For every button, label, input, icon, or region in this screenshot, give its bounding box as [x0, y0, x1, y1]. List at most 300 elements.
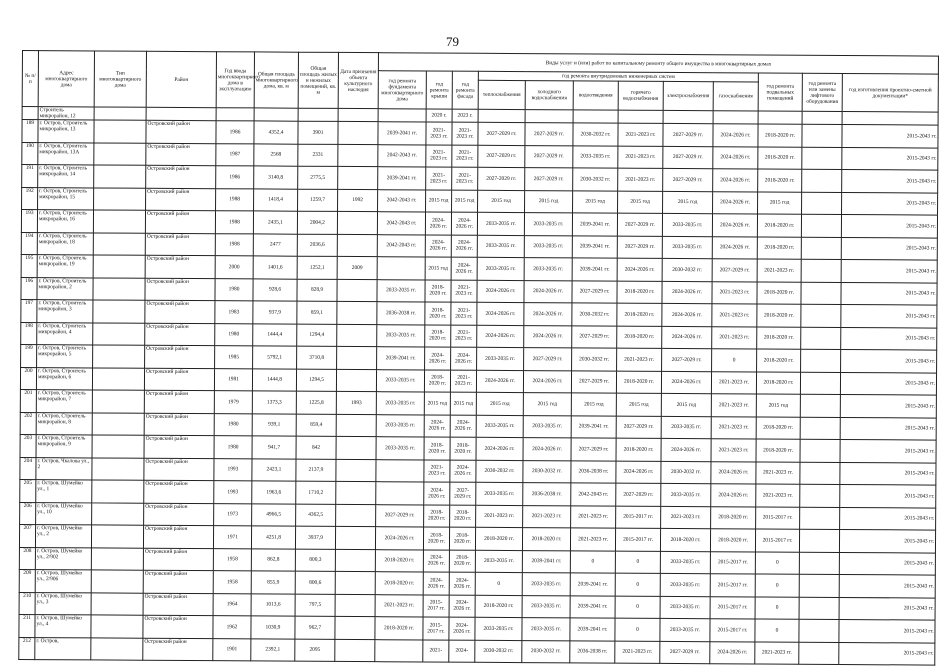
cell-foundation: 2024-2026 гг.: [375, 527, 423, 550]
cell-address: г. Остров, Строитель микрорайон, 7: [36, 390, 92, 413]
cell-year: 1958: [213, 571, 251, 594]
cell-type: [92, 435, 144, 458]
cell-cold-water: 2015 год: [525, 190, 573, 213]
cell-basement: 2021-2023 гг.: [755, 641, 799, 664]
cell-year: 1901: [213, 638, 251, 661]
cell-address: г. Остров, Строитель микрорайон, 18: [37, 232, 93, 255]
cell-type: [94, 107, 146, 120]
cell-hot-water: 2018-2020 гг.: [617, 326, 662, 349]
cell-heating: 2015 год: [476, 392, 523, 415]
cell-facade: 2021-2023 гг.: [451, 280, 477, 303]
cell-total-area: 939,1: [252, 413, 296, 436]
cell-num: 203: [20, 434, 36, 457]
cell-facade: 2024-2026 гг.: [449, 572, 475, 595]
cell-district: Островский район: [144, 480, 214, 503]
cell-facade: 2024-2026 гг.: [451, 212, 477, 235]
cell-foundation: 2033-2035 гг.: [376, 414, 424, 437]
cell-address: г. Остров, Строитель микрорайон, 13А: [38, 142, 94, 165]
cell-gas: 2024-2026 гг.: [713, 124, 758, 147]
header-basement: год ремонта подвальных помещений: [758, 73, 802, 111]
header-num: № п/п: [22, 51, 38, 107]
cell-estimate: 2015-2043 гг.: [840, 395, 936, 418]
cell-estimate: 2015-2043 гг.: [841, 350, 937, 373]
cell-total-area: 941,7: [252, 436, 296, 459]
cell-electric: 2033-2035 гг.: [660, 573, 710, 596]
cell-living-area: 2775,5: [298, 166, 338, 189]
cell-living-area: 1294,4: [297, 324, 337, 347]
cell-foundation: 2033-2035 гг.: [376, 369, 424, 392]
cell-num: 197: [21, 299, 37, 322]
cell-gas: 2018-2020 гг.: [710, 529, 755, 552]
cell-heating: 2015 год: [478, 190, 525, 213]
cell-basement: 2018-2020 гг.: [757, 214, 801, 237]
cell-sewer: 2042-2043 гг.: [571, 483, 616, 506]
cell-foundation: [377, 257, 425, 280]
cell-heritage: [336, 481, 376, 504]
cell-heating: [478, 109, 525, 122]
cell-facade: 2024-2026 гг.: [449, 617, 475, 640]
cell-sewer: 2021-2023 гг.: [571, 505, 616, 528]
cell-num: 195: [21, 254, 37, 277]
cell-foundation: 2033-2035 гг.: [377, 324, 425, 347]
cell-heritage: [336, 436, 376, 459]
cell-elevator: [800, 439, 840, 462]
cell-district: Островский район: [144, 503, 214, 526]
cell-facade: 2021-2023 гг.: [452, 145, 478, 168]
cell-num: 202: [20, 412, 36, 435]
cell-gas: 2015-2017 гг.: [710, 619, 755, 642]
header-services-group: Виды услуг и (или) работ по капитальному ремонту общего имущества в многоквартирных домах: [378, 53, 938, 74]
cell-total-area: 2423,1: [252, 458, 296, 481]
cell-district: Островский район: [146, 143, 216, 166]
cell-elevator: [799, 574, 839, 597]
cell-foundation: 2039-2041 гг.: [378, 167, 426, 190]
cell-type: [91, 547, 143, 570]
cell-elevator: [799, 552, 839, 575]
cell-roof: 2015-2017 гг.: [423, 594, 449, 617]
cell-address: г. Остров, Строитель микрорайон, 8: [36, 412, 92, 435]
cell-total-area: 4352,4: [254, 121, 298, 144]
cell-heating: 2033-2035 гг.: [476, 415, 523, 438]
cell-district: Островский район: [145, 278, 215, 301]
cell-sewer: 2027-2029 гг.: [572, 325, 617, 348]
cell-year: 1986: [216, 166, 254, 189]
cell-heritage: [337, 234, 377, 257]
cell-heritage: [338, 121, 378, 144]
header-roof: год ремонта крыши: [426, 71, 452, 109]
cell-district: Островский район: [145, 210, 215, 233]
cell-year: 1979: [214, 391, 252, 414]
cell-roof: 2021-2023 гг.: [424, 459, 450, 482]
cell-district: Островский район: [145, 345, 215, 368]
cell-district: Островский район: [143, 570, 213, 593]
cell-year: 1980: [214, 413, 252, 436]
table-body: [19, 107, 939, 666]
cell-cold-water: 2039-2041 гг.: [522, 550, 570, 573]
header-estimate: год изготовления проектно-сметной документации*: [842, 74, 938, 113]
cell-elevator: [801, 237, 841, 260]
cell-cold-water: 2027-2029 гг.: [524, 348, 572, 371]
cell-elevator: [801, 282, 841, 305]
cell-num: 194: [21, 232, 37, 255]
cell-total-area: [254, 108, 298, 121]
cell-district: Островский район: [144, 458, 214, 481]
cell-foundation: [378, 109, 426, 122]
cell-elevator: [800, 394, 840, 417]
cell-electric: 2024-2026 гг.: [662, 326, 712, 349]
cell-estimate: 2015-2043 гг.: [839, 575, 935, 598]
cell-living-area: 1252,1: [297, 256, 337, 279]
cell-roof: 2024-2026 гг.: [424, 482, 450, 505]
cell-living-area: 3901: [298, 121, 338, 144]
cell-elevator: [799, 597, 839, 620]
cell-total-area: 928,6: [253, 278, 297, 301]
cell-roof: 2015 год: [425, 257, 451, 280]
cell-foundation: 2039-2041 гг.: [377, 347, 425, 370]
cell-gas: 2024-2026 гг.: [713, 146, 758, 169]
cell-facade: 2015 год: [450, 392, 476, 415]
cell-roof: 2018-2020 гг.: [425, 324, 451, 347]
cell-heating: 2021-2023 гг.: [476, 505, 523, 528]
cell-hot-water: 2027-2029 гг.: [616, 416, 661, 439]
cell-facade: 2024-: [449, 640, 475, 663]
cell-foundation: 2027-2029 гг.: [376, 504, 424, 527]
cell-electric: 2015 год: [663, 191, 713, 214]
cell-estimate: [842, 112, 938, 126]
cell-gas: 2024-2026 гг.: [711, 484, 756, 507]
cell-gas: 2021-2023 гг.: [711, 439, 756, 462]
cell-roof: 2020 г.: [426, 109, 452, 122]
cell-num: 208: [19, 547, 35, 570]
cell-gas: 2024-2026 гг.: [713, 191, 758, 214]
cell-hot-water: 2021-2023 гг.: [618, 168, 663, 191]
cell-total-area: 4251,8: [251, 526, 295, 549]
cell-year: 1980: [215, 323, 253, 346]
cell-year: 1993: [214, 458, 252, 481]
cell-address: г. Остров, Строитель микрорайон, 9: [36, 435, 92, 458]
cell-basement: 2018-2020 гг.: [757, 326, 801, 349]
cell-foundation: 2042-2043 гг.: [378, 189, 426, 212]
page-number: 79: [446, 34, 459, 49]
cell-cold-water: 2030-2032 гг.: [522, 640, 570, 663]
cell-year: 1971: [213, 526, 251, 549]
cell-total-area: 2435,1: [253, 211, 297, 234]
cell-cold-water: 2033-2035 гг.: [524, 258, 572, 281]
cell-heritage: [336, 414, 376, 437]
cell-facade: 2021-2023 гг.: [452, 167, 478, 190]
cell-heritage: [335, 594, 375, 617]
cell-basement: 2021-2023 гг.: [756, 484, 800, 507]
cell-cold-water: 2033-2035 гг.: [523, 415, 571, 438]
cell-heritage: [337, 301, 377, 324]
cell-num: 193: [21, 210, 37, 233]
cell-electric: 2024-2026 гг.: [662, 281, 712, 304]
cell-foundation: 2033-2035 гг.: [377, 279, 425, 302]
cell-heating: 2033-2035 гг.: [477, 257, 524, 280]
cell-sewer: 2015 год: [573, 190, 618, 213]
cell-estimate: 2015-2043 гг.: [842, 170, 938, 193]
cell-total-area: 1444,4: [253, 323, 297, 346]
cell-facade: 2023 г.: [452, 109, 478, 122]
cell-estimate: 2015-2043 гг.: [841, 305, 937, 328]
cell-basement: 2015-2017 гг.: [755, 529, 799, 552]
cell-num: 198: [21, 322, 37, 345]
cell-gas: 2021-2023 гг.: [711, 416, 756, 439]
header-address: Адрес многоквартирного дома: [38, 51, 94, 107]
cell-sewer: 2039-2041 гг.: [572, 258, 617, 281]
cell-gas: 2024-2026 гг.: [711, 461, 756, 484]
cell-type: [93, 277, 145, 300]
cell-num: 205: [20, 479, 36, 502]
cell-total-area: 1963,6: [252, 481, 296, 504]
cell-type: [91, 525, 143, 548]
cell-address: г. Остров, Шумейко ул., 4: [35, 615, 91, 638]
cell-heritage: [337, 279, 377, 302]
cell-roof: 2018-2020 гг.: [424, 504, 450, 527]
cell-basement: 2018-2020 гг.: [756, 416, 800, 439]
cell-heating: 2024-2026 гг.: [477, 325, 524, 348]
cell-heating: 2030-2032 гг.: [475, 640, 522, 663]
cell-type: [93, 345, 145, 368]
cell-estimate: 2015-2043 гг.: [840, 372, 936, 395]
cell-heating: 2033-2035 гг.: [477, 235, 524, 258]
cell-address: г. Остров, Строитель микрорайон, 14: [38, 165, 94, 188]
cell-hot-water: 2027-2029 гг.: [617, 236, 662, 259]
cell-address: г. Остров, Шумейко ул., 2/902: [35, 547, 91, 570]
cell-cold-water: 2021-2023 гг.: [523, 505, 571, 528]
cell-heritage: 1993: [336, 391, 376, 414]
cell-elevator: [799, 642, 839, 665]
cell-hot-water: 2021-2023 гг.: [615, 641, 660, 664]
cell-type: [93, 232, 145, 255]
cell-year: 1964: [213, 593, 251, 616]
cell-type: [94, 187, 146, 210]
cell-sewer: 2039-2041 гг.: [570, 618, 615, 641]
cell-basement: 2018-2020 гг.: [757, 236, 801, 259]
cell-electric: 2018-2020 гг.: [660, 528, 710, 551]
cell-district: Островский район: [144, 413, 214, 436]
cell-estimate: 2015-2043 гг.: [842, 125, 938, 148]
cell-foundation: [376, 482, 424, 505]
cell-foundation: 2033-2035 гг.: [376, 437, 424, 460]
cell-heating: 2033-2035 гг.: [475, 550, 522, 573]
cell-sewer: 2036-2038 гг.: [571, 460, 616, 483]
cell-year: 1986: [216, 121, 254, 144]
cell-foundation: 2039-2041 гг.: [378, 122, 426, 145]
cell-basement: 2015 год: [758, 191, 802, 214]
cell-roof: 2018-2020 гг.: [425, 302, 451, 325]
cell-heating: 2024-2026 гг.: [476, 437, 523, 460]
cell-cold-water: 2018-2020 гг.: [522, 528, 570, 551]
cell-cold-water: 2033-2035 гг.: [522, 618, 570, 641]
cell-hot-water: 2015 год: [618, 191, 663, 214]
cell-num: 196: [21, 277, 37, 300]
cell-living-area: 1225,8: [296, 391, 336, 414]
cell-sewer: 2027-2029 гг.: [571, 438, 616, 461]
header-facade: год ремонта фасада: [452, 71, 478, 109]
cell-year: [216, 108, 254, 121]
cell-type: [92, 480, 144, 503]
cell-address: г. Остров, Шумейко ул., 2/906: [35, 570, 91, 593]
cell-year: 1973: [214, 503, 252, 526]
cell-basement: 0: [755, 551, 799, 574]
cell-living-area: 2331: [298, 144, 338, 167]
cell-district: Островский район: [144, 368, 214, 391]
header-total-area: Общая площадь многоквартирного дома, кв. м: [254, 52, 298, 108]
cell-hot-water: 2018-2020 гг.: [616, 438, 661, 461]
cell-estimate: 2015-2043 гг.: [841, 237, 937, 260]
cell-type: [92, 367, 144, 390]
cell-foundation: [376, 459, 424, 482]
cell-sewer: 2030-2032 гг.: [573, 168, 618, 191]
cell-hot-water: 2018-2020 гг.: [617, 303, 662, 326]
header-electric: электроснабжения: [663, 81, 713, 110]
cell-living-area: 2137,9: [296, 459, 336, 482]
cell-foundation: 2036-2038 гг.: [377, 302, 425, 325]
cell-type: [94, 165, 146, 188]
cell-heating: 2024-2026 гг.: [476, 370, 523, 393]
header-elevator: год ремонта или замены лифтового оборудования: [802, 73, 842, 111]
cell-district: Островский район: [144, 435, 214, 458]
cell-type: [91, 570, 143, 593]
cell-heating: 2027-2029 гг.: [478, 122, 525, 145]
cell-heritage: [338, 144, 378, 167]
cell-gas: 2024-2026 гг.: [712, 236, 757, 259]
cell-sewer: 2030-2032 гг.: [573, 123, 618, 146]
cell-cold-water: 2036-2038 гг.: [523, 483, 571, 506]
cell-address: г. Остров, Шумейко ул., 3: [35, 592, 91, 615]
cell-num: 206: [20, 502, 36, 525]
cell-basement: 2015-2017 гг.: [756, 506, 800, 529]
cell-living-area: 859,1: [297, 301, 337, 324]
cell-elevator: [801, 259, 841, 282]
cell-basement: 2018-2020 гг.: [758, 169, 802, 192]
cell-roof: 2018-2020 гг.: [423, 527, 449, 550]
cell-heritage: 2009: [337, 256, 377, 279]
header-living-area: Общая площадь жилых и нежилых помещений, кв. м: [298, 52, 338, 108]
cell-roof: 2021-: [423, 639, 449, 662]
cell-num: 189: [22, 120, 38, 143]
cell-gas: 2015-2017 гг.: [710, 596, 755, 619]
cell-basement: [758, 111, 802, 124]
cell-living-area: 859,4: [296, 414, 336, 437]
cell-gas: 2021-2023 гг.: [712, 304, 757, 327]
cell-hot-water: 2027-2029 гг.: [617, 213, 662, 236]
cell-elevator: [801, 214, 841, 237]
cell-heritage: [335, 639, 375, 662]
cell-total-area: 2392,1: [251, 638, 295, 661]
cell-sewer: 2039-2041 гг.: [572, 213, 617, 236]
cell-address: г. Остров,: [35, 637, 91, 660]
cell-hot-water: 2024-2026 гг.: [617, 258, 662, 281]
cell-electric: 2027-2029 гг.: [663, 168, 713, 191]
cell-year: 1985: [215, 346, 253, 369]
cell-living-area: 797,5: [295, 594, 335, 617]
cell-electric: 2021-2023 гг.: [661, 506, 711, 529]
cell-heating: 2033-2035 гг.: [477, 212, 524, 235]
cell-roof: 2024-2026 гг.: [425, 234, 451, 257]
cell-facade: 2018-2020 гг.: [450, 505, 476, 528]
cell-cold-water: 2033-2035 гг.: [524, 235, 572, 258]
cell-total-area: 1013,6: [251, 593, 295, 616]
cell-facade: 2018-2020 гг.: [449, 550, 475, 573]
cell-year: 1993: [214, 481, 252, 504]
cell-foundation: 2018-2020 гг.: [375, 549, 423, 572]
cell-roof: 2015 год: [426, 189, 452, 212]
cell-type: [93, 322, 145, 345]
cell-type: [91, 615, 143, 638]
cell-type: [92, 412, 144, 435]
cell-gas: 0: [712, 349, 757, 372]
cell-heating: 0: [475, 572, 522, 595]
cell-address: г. Остров, Строитель микрорайон, 5: [37, 345, 93, 368]
cell-gas: 2018-2020 гг.: [711, 506, 756, 529]
cell-hot-water: 2021-2023 гг.: [618, 146, 663, 169]
cell-roof: 2024-2026 гг.: [424, 414, 450, 437]
cell-facade: 2021-2023 гг.: [450, 370, 476, 393]
cell-electric: 2033-2035 гг.: [660, 551, 710, 574]
cell-foundation: 2042-2043 гг.: [377, 212, 425, 235]
cell-type: [92, 502, 144, 525]
cell-estimate: 2015-2043 гг.: [840, 417, 936, 440]
cell-electric: 2024-2026 гг.: [661, 371, 711, 394]
cell-year: 1987: [216, 143, 254, 166]
cell-hot-water: 2015 год: [616, 393, 661, 416]
cell-sewer: 2015 год: [571, 393, 616, 416]
cell-living-area: [298, 108, 338, 121]
cell-gas: 2024-2026 гг.: [712, 214, 757, 237]
header-gas: газоснабжения: [713, 82, 758, 111]
cell-num: 192: [22, 187, 38, 210]
cell-heating: 2027-2029 гг.: [478, 145, 525, 168]
cell-electric: 2027-2029 гг.: [663, 123, 713, 146]
cell-address: г. Остров, Строитель микрорайон, 4: [37, 322, 93, 345]
cell-sewer: 2030-2032 гг.: [572, 348, 617, 371]
cell-district: Островский район: [146, 165, 216, 188]
cell-electric: 2030-2032 гг.: [662, 258, 712, 281]
cell-elevator: [802, 124, 842, 147]
header-year-commission: Год ввода многоквартирного дома в эксплуатацию: [216, 52, 254, 108]
cell-sewer: 2027-2029 гг.: [572, 280, 617, 303]
cell-estimate: 2015-2043 гг.: [841, 260, 937, 283]
cell-elevator: [801, 304, 841, 327]
cell-living-area: 2095: [295, 639, 335, 662]
cell-heritage: 1992: [338, 189, 378, 212]
cell-foundation: 2018-2020 гг.: [375, 572, 423, 595]
cell-hot-water: 2018-2020 гг.: [616, 371, 661, 394]
cell-type: [94, 120, 146, 143]
cell-basement: 2018-2020 гг.: [757, 281, 801, 304]
cell-living-area: 842: [296, 436, 336, 459]
cell-heritage: [338, 166, 378, 189]
cell-num: 200: [20, 367, 36, 390]
cell-address: г. Остров, Строитель микрорайон, 6: [36, 367, 92, 390]
cell-estimate: 2015-2043 гг.: [839, 530, 935, 553]
cell-type: [93, 255, 145, 278]
cell-year: 1988: [215, 233, 253, 256]
cell-roof: 2024-2026 гг.: [423, 549, 449, 572]
cell-gas: 2021-2023 гг.: [712, 281, 757, 304]
cell-electric: 2027-2029 гг.: [660, 641, 710, 664]
cell-heritage: [335, 616, 375, 639]
cell-elevator: [800, 417, 840, 440]
header-hot-water: горячего водоснабжения: [618, 81, 663, 110]
cell-gas: [713, 111, 758, 124]
cell-total-area: 2568: [254, 143, 298, 166]
cell-elevator: [802, 192, 842, 215]
cell-district: Островский район: [145, 323, 215, 346]
cell-estimate: 2015-2043 гг.: [841, 215, 937, 238]
